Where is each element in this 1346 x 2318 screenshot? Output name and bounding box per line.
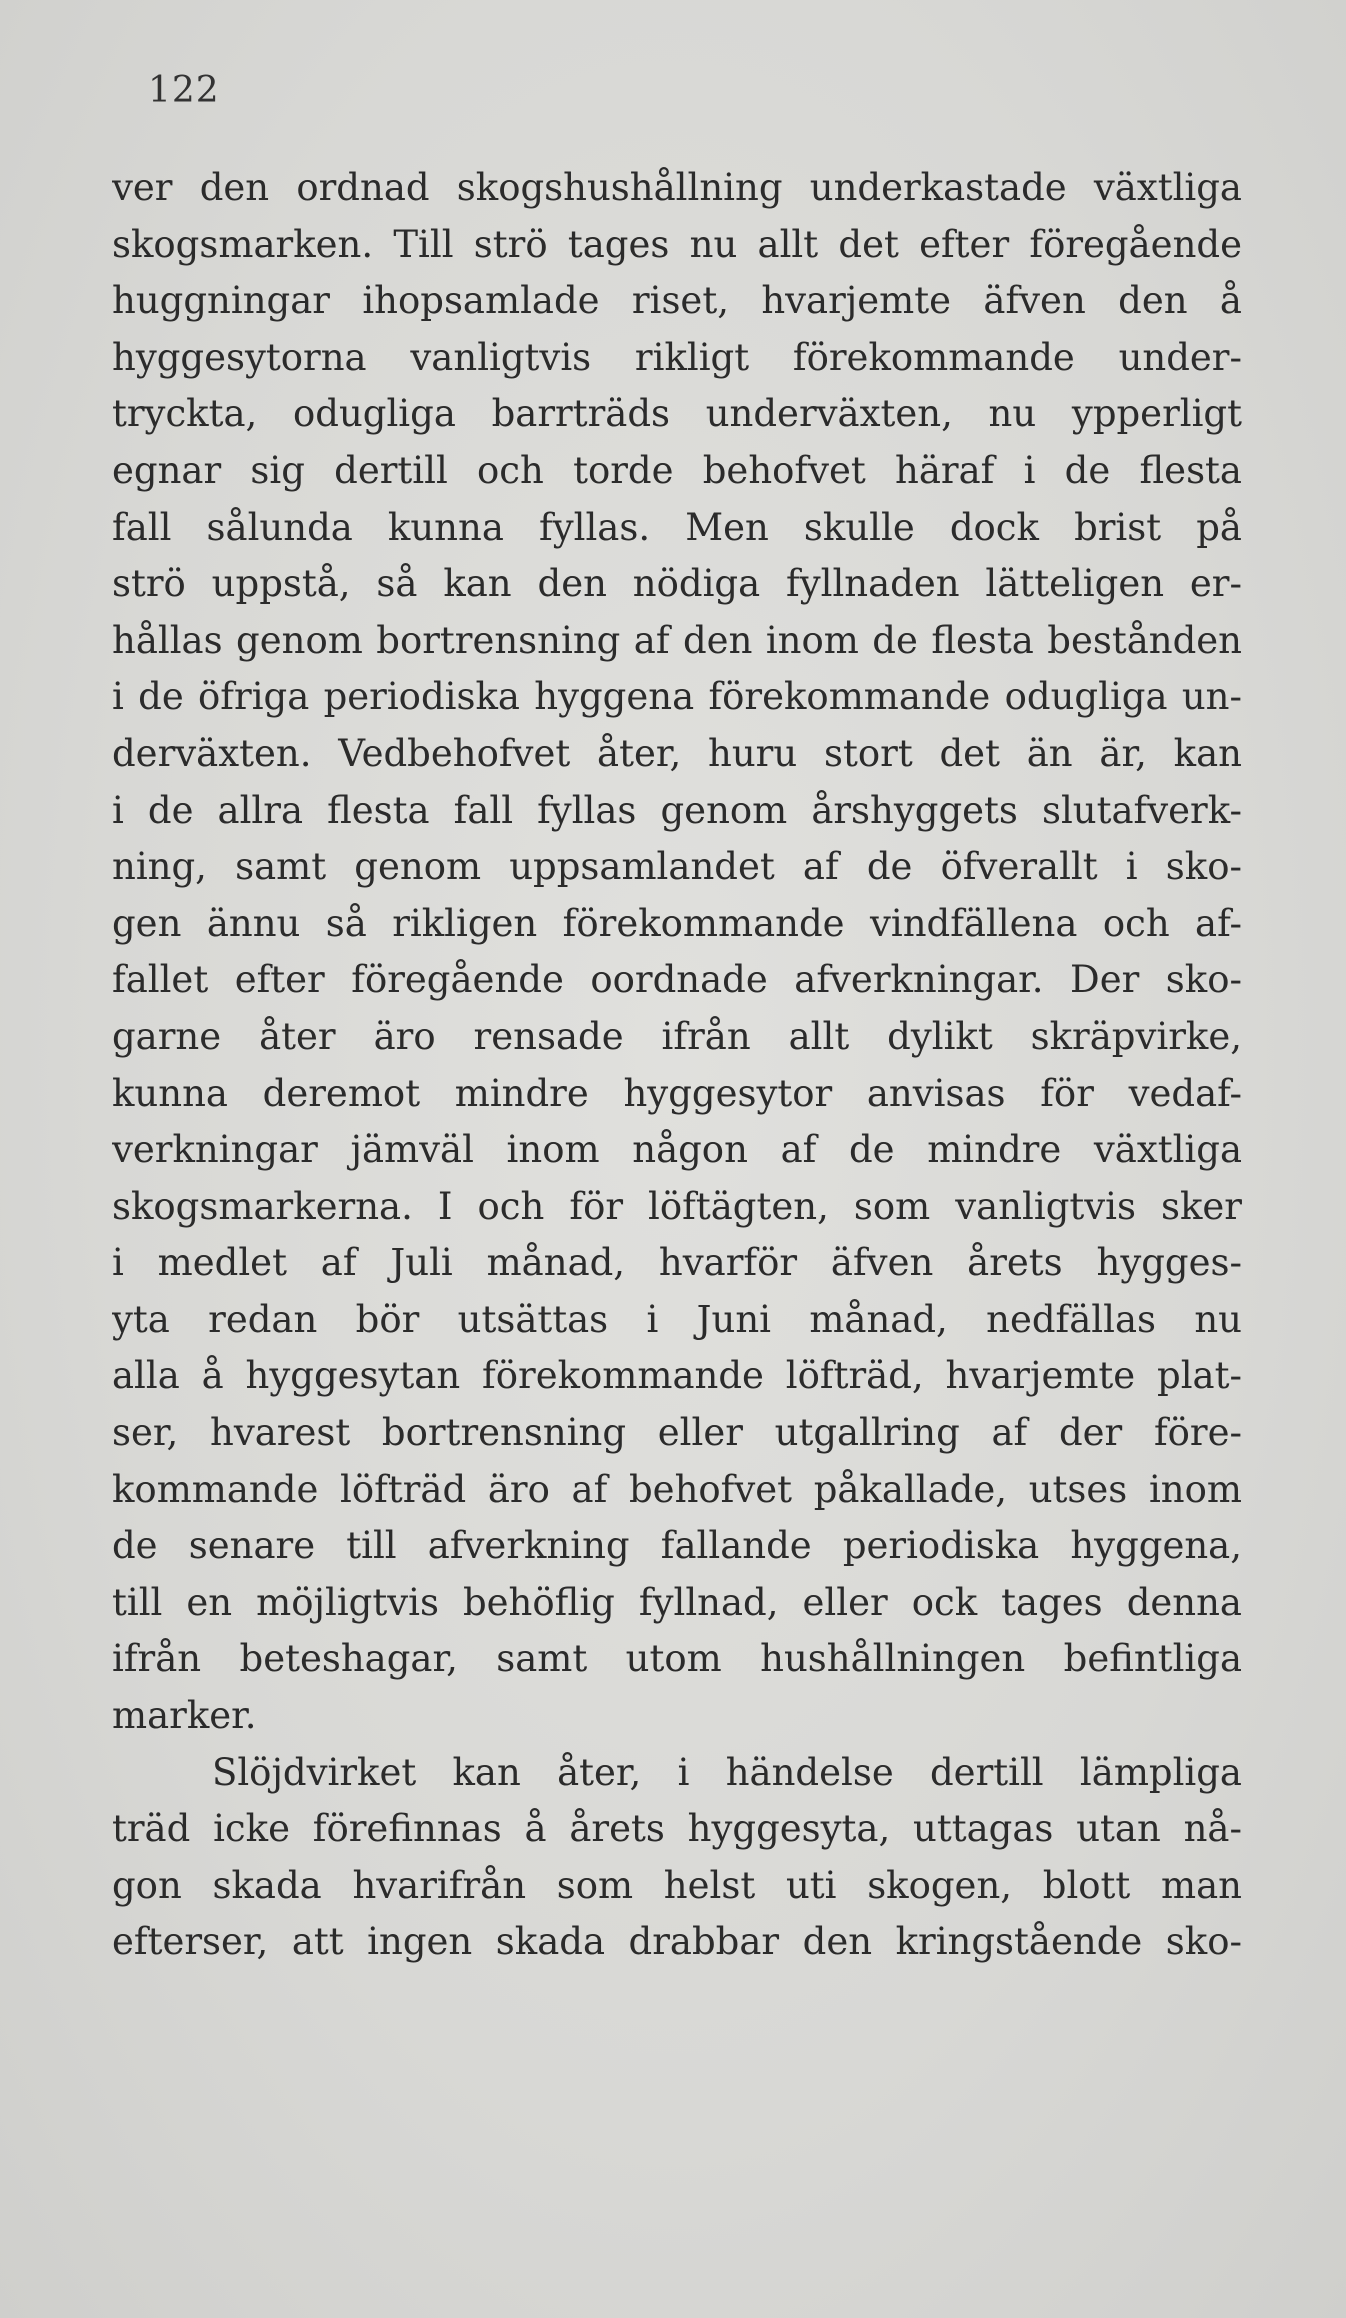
- text-line: fall sålunda kunna fyllas. Men skulle dock brist på: [112, 505, 1242, 549]
- text-line: till en möjligtvis behöflig fyllnad, eller ock tages denna: [112, 1580, 1242, 1624]
- text-line: fallet efter föregående oordnade afverkningar. Der sko-: [112, 958, 1242, 1002]
- text-line: skogsmarkerna. I och för löftägten, som vanligtvis sker: [112, 1184, 1242, 1228]
- text-line-paragraph-start: Slöjdvirket kan åter, i händelse dertill lämpliga: [212, 1750, 1242, 1794]
- text-line: huggningar ihopsamlade riset, hvarjemte äfven den å: [112, 279, 1242, 323]
- text-line: ning, samt genom uppsamlandet af de öfverallt i sko-: [112, 845, 1242, 889]
- text-line: ifrån beteshagar, samt utom hushållningen befintliga: [112, 1637, 1242, 1681]
- text-line: gen ännu så rikligen förekommande vindfällena och af-: [112, 901, 1242, 945]
- text-line: de senare till afverkning fallande periodiska hyggena,: [112, 1524, 1242, 1568]
- text-line: yta redan bör utsättas i Juni månad, nedfällas nu: [112, 1297, 1242, 1341]
- text-line: i de allra flesta fall fyllas genom årshyggets slutafverk-: [112, 788, 1242, 832]
- text-line: i medlet af Juli månad, hvarför äfven årets hygges-: [112, 1241, 1242, 1285]
- text-line: kommande löfträd äro af behofvet påkallade, utses inom: [112, 1467, 1242, 1511]
- text-line: skogsmarken. Till strö tages nu allt det efter föregående: [112, 222, 1242, 266]
- body-text: [112, 160, 1242, 1971]
- text-line: ver den ordnad skogshushållning underkastade växtliga: [112, 166, 1242, 209]
- text-line: gon skada hvarifrån som helst uti skogen, blott man: [112, 1863, 1242, 1907]
- text-line: tryckta, odugliga barrträds underväxten, nu ypperligt: [112, 392, 1242, 436]
- text-line-paragraph-end: marker.: [112, 1694, 257, 1738]
- text-line: verkningar jämväl inom någon af de mindre växtliga: [112, 1128, 1242, 1172]
- text-line: alla å hyggesytan förekommande löfträd, hvarjemte plat-: [112, 1354, 1242, 1398]
- page-number: 122: [148, 70, 220, 111]
- text-line: ser, hvarest bortrensning eller utgallring af der före-: [112, 1411, 1242, 1455]
- text-line: garne åter äro rensade ifrån allt dylikt skräpvirke,: [112, 1014, 1242, 1058]
- text-line: i de öfriga periodiska hyggena förekommande odugliga un-: [112, 675, 1242, 719]
- text-line: efterser, att ingen skada drabbar den kringstående sko-: [112, 1920, 1242, 1964]
- text-line: kunna deremot mindre hyggesytor anvisas för vedaf-: [112, 1071, 1242, 1115]
- text-line: egnar sig dertill och torde behofvet häraf i de flesta: [112, 448, 1242, 492]
- text-line: träd icke förefinnas å årets hyggesyta, uttagas utan nå-: [112, 1807, 1242, 1851]
- text-line: derväxten. Vedbehofvet åter, huru stort det än är, kan: [112, 731, 1242, 775]
- text-line: hyggesytorna vanligtvis rikligt förekommande under-: [112, 335, 1242, 379]
- text-line: strö uppstå, så kan den nödiga fyllnaden lätteligen er-: [112, 562, 1242, 606]
- text-line: hållas genom bortrensning af den inom de flesta bestånden: [112, 618, 1242, 662]
